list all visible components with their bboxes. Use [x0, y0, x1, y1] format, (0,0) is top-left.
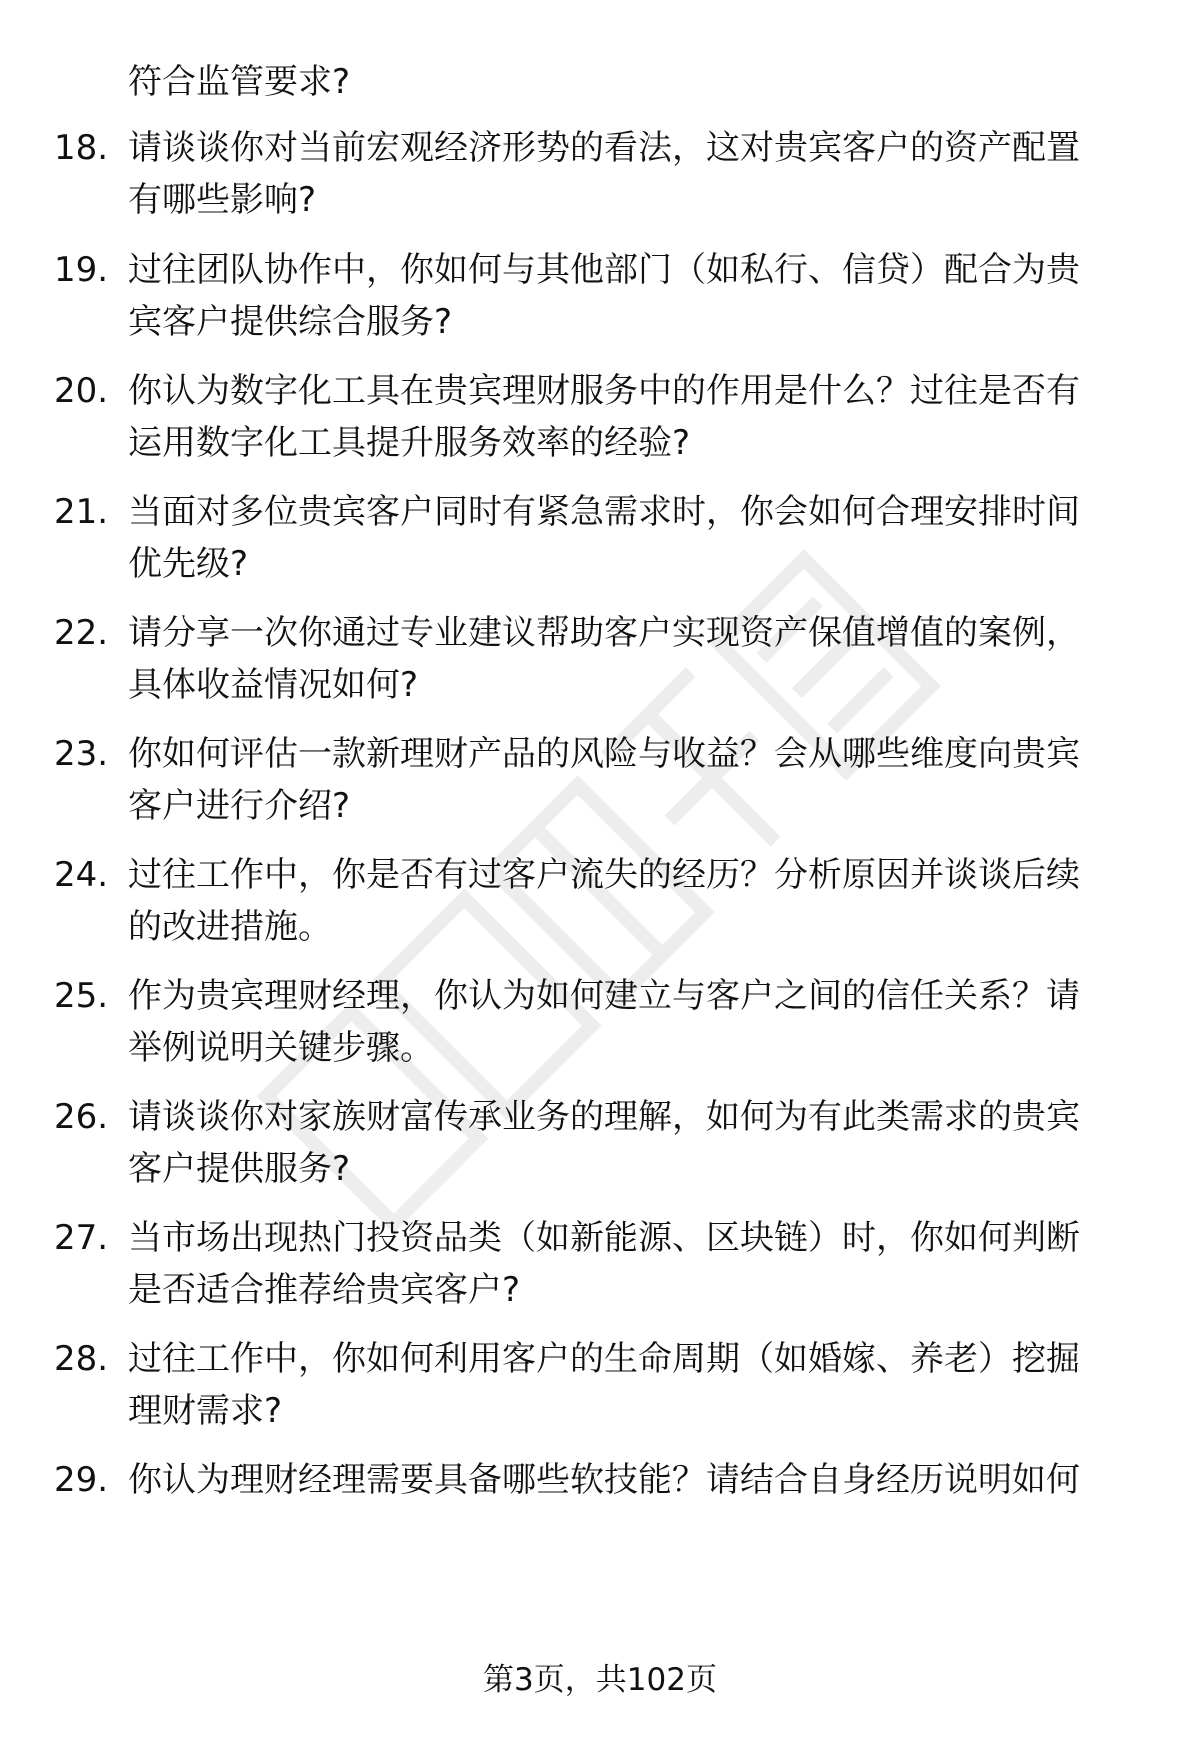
question-text: 作为贵宾理财经理，你认为如何建立与客户之间的信任关系？请 举例说明关键步骤。	[128, 976, 1080, 1068]
question-text: 你如何评估一款新理财产品的风险与收益？会从哪些维度向贵宾 客户进行介绍?	[128, 734, 1080, 826]
question-text: 过往团队协作中，你如何与其他部门（如私行、信贷）配合为贵 宾客户提供综合服务?	[128, 250, 1080, 342]
question-text: 过往工作中，你是否有过客户流失的经历？分析原因并谈谈后续 的改进措施。	[128, 855, 1080, 947]
question-number: 26.	[54, 1097, 109, 1137]
question-number: 20.	[54, 371, 109, 411]
page-footer: 第3页，共102页	[483, 1662, 717, 1698]
question-number: 28.	[54, 1339, 109, 1379]
question-text: 过往工作中，你如何利用客户的生命周期（如婚嫁、养老）挖掘 理财需求?	[128, 1339, 1080, 1431]
question-text: 请谈谈你对当前宏观经济形势的看法，这对贵宾客户的资产配置 有哪些影响?	[128, 128, 1080, 220]
question-text: 你认为理财经理需要具备哪些软技能？请结合自身经历说明如何	[128, 1460, 1080, 1500]
question-17-continuation: 符合监管要求?	[128, 62, 351, 102]
question-number: 24.	[54, 855, 109, 895]
question-number: 21.	[54, 492, 109, 532]
question-number: 27.	[54, 1218, 109, 1258]
question-number: 22.	[54, 613, 109, 653]
question-text: 你认为数字化工具在贵宾理财服务中的作用是什么？过往是否有 运用数字化工具提升服务效率的经验?	[128, 371, 1080, 463]
question-number: 25.	[54, 976, 109, 1016]
question-number: 29.	[54, 1460, 109, 1500]
question-text: 请谈谈你对家族财富传承业务的理解，如何为有此类需求的贵宾 客户提供服务?	[128, 1097, 1080, 1189]
question-number: 18.	[54, 128, 109, 168]
question-number: 19.	[54, 250, 109, 290]
question-text: 当面对多位贵宾客户同时有紧急需求时，你会如何合理安排时间 优先级?	[128, 492, 1080, 584]
question-text: 请分享一次你通过专业建议帮助客户实现资产保值增值的案例， 具体收益情况如何?	[128, 613, 1080, 705]
question-text: 当市场出现热门投资品类（如新能源、区块链）时，你如何判断 是否适合推荐给贵宾客户?	[128, 1218, 1080, 1310]
question-number: 23.	[54, 734, 109, 774]
